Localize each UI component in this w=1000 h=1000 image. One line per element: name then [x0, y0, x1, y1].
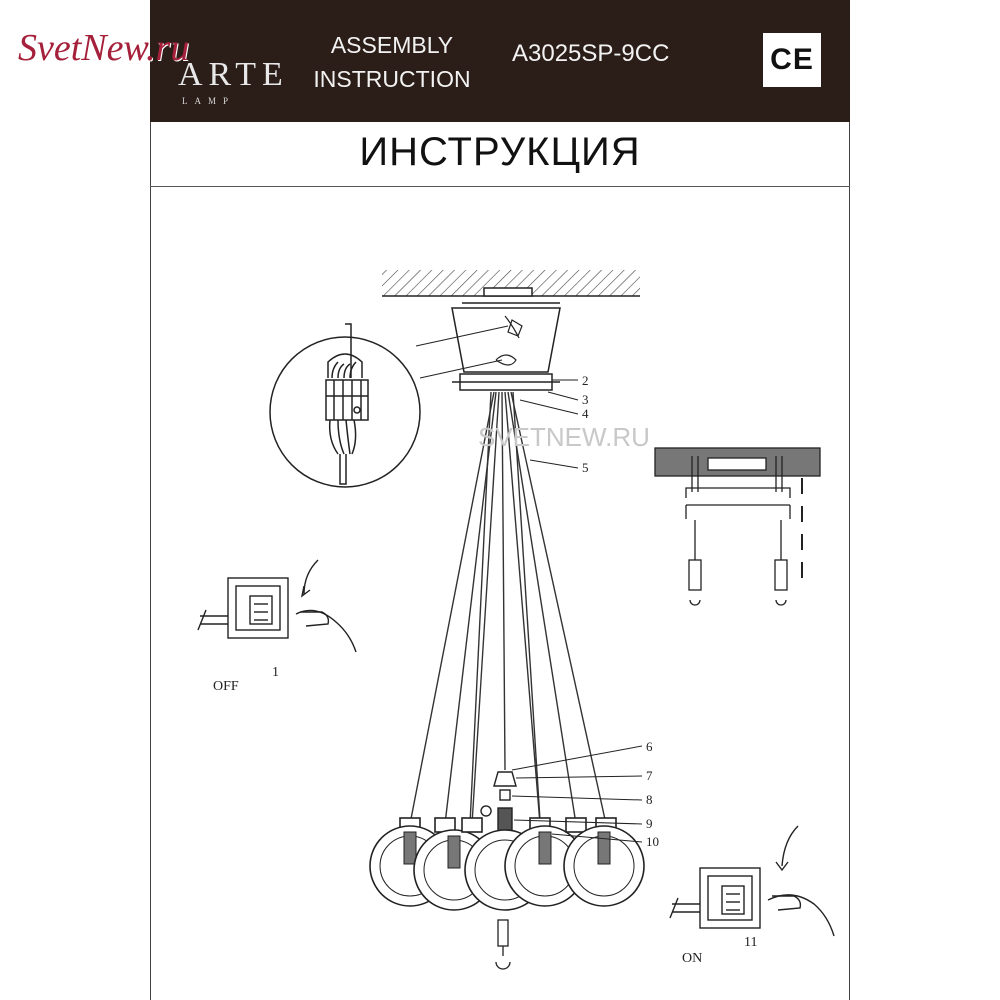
callout-2: 2	[582, 373, 589, 388]
step-11-label: 11	[744, 935, 758, 950]
callout-6: 6	[646, 739, 653, 754]
brand-logo-sub: LAMP	[182, 96, 236, 106]
brand-logo: ARTE	[178, 56, 289, 93]
switch-off-diagram	[198, 560, 356, 652]
document-title: ИНСТРУКЦИЯ	[359, 130, 641, 174]
terminal-block-detail	[270, 324, 420, 487]
canopy	[452, 288, 560, 390]
suspension-cables	[410, 392, 606, 824]
step-1-label: 1	[272, 665, 279, 680]
header-title-line2: INSTRUCTION	[313, 66, 471, 92]
switch-on-diagram	[670, 826, 834, 936]
callout-10: 10	[646, 834, 659, 849]
switch-off-label: OFF	[213, 679, 239, 694]
callout-9: 9	[646, 816, 653, 831]
switch-on-label: ON	[682, 951, 703, 966]
callout-3: 3	[582, 392, 589, 407]
store-logo[interactable]: SvetNew.ru	[18, 27, 190, 69]
callout-5: 5	[582, 460, 589, 475]
ce-mark: CE	[763, 33, 821, 87]
model-code: A3025SP-9CC	[512, 40, 670, 67]
callout-7: 7	[646, 768, 653, 783]
watermark: SVETNEW.RU	[478, 422, 650, 452]
glass-globes	[370, 818, 644, 910]
bulb	[496, 920, 510, 969]
header-title-line1: ASSEMBLY	[330, 32, 454, 58]
callout-4: 4	[582, 406, 589, 421]
mounting-detail	[655, 448, 820, 605]
callout-8: 8	[646, 792, 653, 807]
